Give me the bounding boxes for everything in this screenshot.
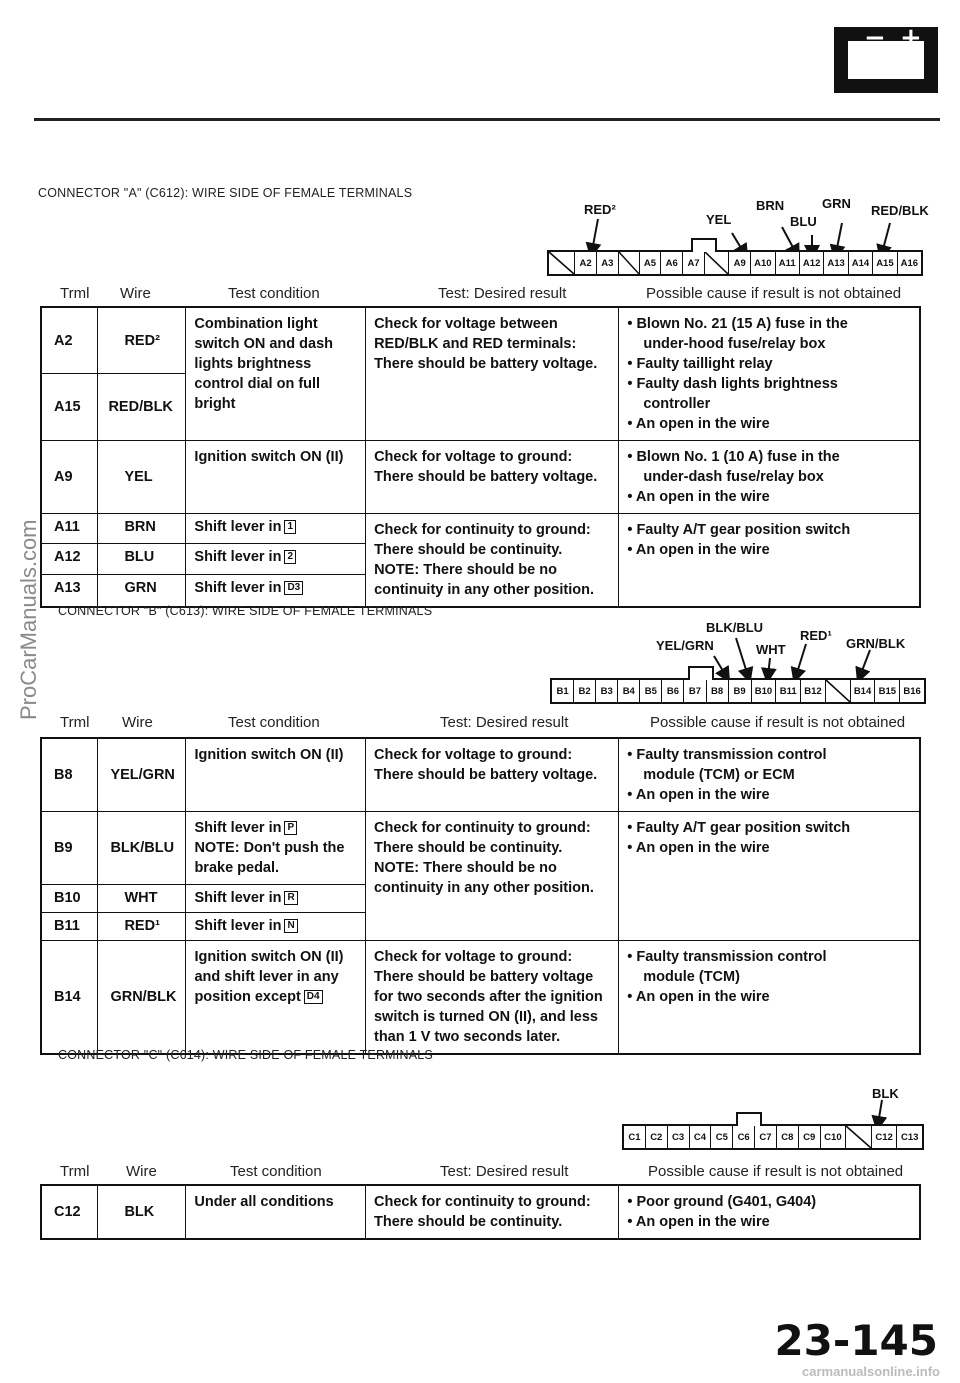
- cause-line: • Faulty A/T gear position switch: [627, 820, 851, 836]
- pin: C9: [799, 1126, 821, 1148]
- condition-text: Shift lever in: [194, 549, 282, 566]
- pin: A12: [800, 252, 824, 274]
- cause-cell: [619, 1185, 920, 1239]
- pin: B1: [552, 680, 574, 702]
- table-row: [41, 1185, 920, 1239]
- cause-cell: [619, 514, 920, 608]
- result-line: NOTE: There should be no: [374, 562, 557, 578]
- pin: A5: [640, 252, 662, 274]
- trml-cell: B11: [41, 913, 98, 941]
- trml-cell: A9: [41, 441, 98, 514]
- table-row: [41, 941, 920, 1055]
- wire-cell: YEL/GRN: [98, 738, 186, 812]
- wire-cell: RED/BLK: [98, 374, 186, 441]
- wire-cell: BRN: [98, 514, 186, 544]
- condition-line: bright: [194, 396, 236, 412]
- condition-cell: [186, 307, 366, 441]
- cause-line: module (TCM) or ECM: [643, 767, 795, 783]
- pin-blank: [549, 252, 575, 274]
- pin: B3: [596, 680, 618, 702]
- pin: B12: [801, 680, 826, 702]
- result-line: switch is turned ON (II), and less: [373, 1009, 598, 1025]
- header-rule: [34, 118, 940, 121]
- result-line: There should be battery voltage.: [374, 469, 598, 485]
- pin: C7: [755, 1126, 777, 1148]
- cause-line: • An open in the wire: [627, 542, 770, 558]
- wire-label: RED¹: [800, 628, 832, 643]
- condition-line: lights brightness: [194, 356, 312, 372]
- pin: C3: [668, 1126, 690, 1148]
- trml-cell: A13: [41, 574, 98, 607]
- connector-b-face: [550, 678, 926, 704]
- result-line: continuity in any other position.: [373, 880, 594, 896]
- result-cell: [365, 812, 618, 941]
- wire-label: BRN: [756, 198, 785, 213]
- condition-cell: [186, 941, 366, 1055]
- pin: B11: [776, 680, 801, 702]
- header-test-condition: Test condition: [230, 1163, 322, 1180]
- pin: B9: [729, 680, 752, 702]
- pin: A13: [824, 252, 848, 274]
- wire-label: RED²: [584, 202, 616, 217]
- connector-c-table: [40, 1184, 921, 1240]
- result-line: NOTE: There should be no: [373, 860, 557, 876]
- cause-line: • An open in the wire: [627, 1214, 770, 1230]
- gear-position-icon: R: [284, 891, 297, 905]
- condition-cell: [186, 738, 366, 812]
- condition-line: [194, 987, 357, 1007]
- wire-cell: RED²: [98, 307, 186, 374]
- pin: A15: [873, 252, 897, 274]
- result-line: than 1 V two seconds later.: [373, 1029, 561, 1045]
- condition-cell: [186, 913, 366, 941]
- header-test-condition: Test condition: [228, 285, 320, 302]
- connector-key: [688, 666, 714, 680]
- pin: B14: [851, 680, 876, 702]
- header-possible-cause: Possible cause if result is not obtained: [648, 1163, 904, 1180]
- cause-line: • Blown No. 21 (15 A) fuse in the: [627, 316, 848, 332]
- wire-cell: WHT: [98, 885, 186, 913]
- condition-line: Ignition switch ON (II): [194, 949, 344, 965]
- condition-text: Shift lever in: [194, 579, 282, 596]
- pin: C2: [646, 1126, 668, 1148]
- table-row: [41, 514, 920, 544]
- result-line: There should be continuity.: [373, 840, 563, 856]
- table-row: [41, 812, 920, 885]
- result-cell: [365, 738, 618, 812]
- condition-cell: [186, 574, 366, 607]
- condition-cell: [186, 1185, 366, 1239]
- header-wire: Wire: [122, 714, 153, 731]
- cause-line: • Faulty transmission control: [627, 949, 827, 965]
- condition-text: Shift lever in: [194, 519, 282, 535]
- wire-label: GRN: [822, 196, 851, 211]
- result-line: Check for voltage to ground:: [374, 449, 573, 465]
- cause-line: controller: [643, 396, 711, 412]
- condition-line: brake pedal.: [194, 860, 280, 876]
- condition-cell: [186, 812, 366, 885]
- wire-label: WHT: [756, 642, 786, 657]
- wire-cell: BLU: [98, 544, 186, 574]
- wire-label: RED/BLK: [871, 203, 929, 218]
- table-row: [41, 441, 920, 514]
- connector-c-title: CONNECTOR "C" (C614): WIRE SIDE OF FEMALE TERMINALS: [58, 1048, 433, 1062]
- cause-line: • An open in the wire: [627, 416, 770, 432]
- gear-position-icon: D3: [284, 581, 303, 595]
- battery-minus: −: [864, 23, 886, 53]
- wire-label: YEL/GRN: [656, 638, 714, 653]
- result-line: Check for voltage between: [374, 316, 558, 332]
- table-row: [41, 738, 920, 812]
- cause-line: • Faulty transmission control: [627, 747, 827, 763]
- wire-label: BLK/BLU: [706, 620, 764, 635]
- header-trml: Trml: [60, 285, 90, 302]
- condition-line: [194, 818, 357, 838]
- pin-blank: [826, 680, 851, 702]
- result-line: Check for voltage to ground:: [373, 949, 573, 965]
- pin: C5: [711, 1126, 733, 1148]
- wire-cell: BLK/BLU: [98, 812, 186, 885]
- header-trml: Trml: [60, 1163, 90, 1180]
- pin: A16: [900, 257, 919, 269]
- result-line: Check for continuity to ground:: [374, 522, 591, 538]
- connector-key: [691, 238, 717, 252]
- trml-cell: A11: [41, 514, 98, 544]
- pin: B15: [875, 680, 900, 702]
- pin: C13: [900, 1131, 919, 1143]
- result-line: There should be continuity.: [374, 542, 563, 558]
- header-wire: Wire: [126, 1163, 157, 1180]
- pin: C1: [624, 1126, 646, 1148]
- pin: A6: [661, 252, 683, 274]
- trml-cell: B14: [41, 941, 98, 1055]
- condition-line: Combination light: [194, 316, 318, 332]
- trml-cell: B10: [41, 885, 98, 913]
- battery-icon: [834, 23, 938, 93]
- result-cell: [366, 1185, 619, 1239]
- condition-text: position except: [194, 989, 301, 1005]
- pin-blank: [705, 252, 729, 274]
- result-line: Check for continuity to ground:: [374, 1194, 591, 1210]
- pin: A3: [597, 252, 619, 274]
- connector-c-face: [622, 1124, 924, 1150]
- pin: C12: [872, 1126, 898, 1148]
- cause-line: • Faulty dash lights brightness: [627, 376, 838, 392]
- header-possible-cause: Possible cause if result is not obtained: [646, 285, 902, 302]
- header-desired-result: Test: Desired result: [440, 714, 569, 731]
- connector-b-arrows: [560, 634, 940, 684]
- result-cell: [366, 307, 619, 441]
- wire-label: GRN/BLK: [846, 636, 906, 651]
- pin: C4: [690, 1126, 712, 1148]
- pin: B5: [640, 680, 662, 702]
- pin-blank: [846, 1126, 872, 1148]
- wire-cell: GRN: [98, 574, 186, 607]
- page-number: 23-145: [774, 1316, 938, 1365]
- gear-position-icon: D4: [304, 990, 323, 1004]
- condition-line: and shift lever in any: [194, 969, 339, 985]
- condition-cell: [186, 514, 366, 544]
- wire-label: BLK: [872, 1086, 899, 1101]
- result-cell: [366, 441, 619, 514]
- gear-position-icon: 2: [284, 550, 296, 564]
- result-line: There should be continuity.: [374, 1214, 563, 1230]
- cause-cell: [619, 738, 920, 812]
- cause-line: • An open in the wire: [627, 840, 770, 856]
- pin: A11: [776, 252, 800, 274]
- pin: B6: [662, 680, 684, 702]
- wire-label: YEL: [706, 212, 732, 227]
- pin: B10: [752, 680, 777, 702]
- condition-text: Shift lever in: [194, 820, 282, 836]
- condition-line: switch ON and dash: [194, 336, 334, 352]
- result-line: RED/BLK and RED terminals:: [374, 336, 577, 352]
- cause-cell: [619, 441, 920, 514]
- header-desired-result: Test: Desired result: [440, 1163, 569, 1180]
- wire-label: BLU: [790, 214, 817, 229]
- connector-b-table: [40, 737, 921, 1055]
- cause-line: module (TCM): [643, 969, 740, 985]
- header-possible-cause: Possible cause if result is not obtained: [650, 714, 906, 731]
- condition-cell: [186, 885, 366, 913]
- wire-cell: RED¹: [98, 913, 186, 941]
- cause-line: • Blown No. 1 (10 A) fuse in the: [627, 449, 840, 465]
- header-desired-result: Test: Desired result: [438, 285, 567, 302]
- pin: B2: [574, 680, 596, 702]
- cause-line: under-dash fuse/relay box: [643, 469, 824, 485]
- cause-cell: [619, 941, 920, 1055]
- condition-text: Shift lever in: [194, 918, 282, 934]
- cause-line: • Faulty taillight relay: [627, 356, 773, 372]
- result-line: There should be battery voltage: [373, 969, 594, 985]
- pin: C10: [821, 1126, 847, 1148]
- result-line: Check for voltage to ground:: [373, 747, 573, 763]
- trml-cell: A2: [41, 307, 98, 374]
- cause-line: • An open in the wire: [627, 787, 770, 803]
- header-trml: Trml: [60, 714, 90, 731]
- pin: A9: [729, 252, 751, 274]
- pin: B8: [707, 680, 729, 702]
- gear-position-icon: 1: [284, 520, 296, 534]
- battery-plus: +: [900, 23, 922, 53]
- connector-b-title: CONNECTOR "B" (C613): WIRE SIDE OF FEMALE TERMINALS: [58, 604, 433, 618]
- pin: B7: [684, 680, 706, 702]
- wire-cell: GRN/BLK: [98, 941, 186, 1055]
- wire-cell: YEL: [98, 441, 186, 514]
- trml-cell: A12: [41, 544, 98, 574]
- cause-line: • Poor ground (G401, G404): [627, 1194, 817, 1210]
- header-test-condition: Test condition: [228, 714, 320, 731]
- pin: B4: [618, 680, 640, 702]
- connector-key: [736, 1112, 762, 1126]
- pin: A7: [683, 252, 705, 274]
- watermark-text: ProCarManuals.com: [16, 519, 41, 720]
- condition-text: Shift lever in: [194, 890, 282, 906]
- gear-position-icon: P: [284, 821, 297, 835]
- connector-a-face: [547, 250, 923, 276]
- cause-line: • An open in the wire: [627, 489, 770, 505]
- pin: C6: [733, 1126, 755, 1148]
- trml-cell: B8: [41, 738, 98, 812]
- result-line: There should be battery voltage.: [374, 356, 598, 372]
- pin: A10: [751, 252, 775, 274]
- trml-cell: C12: [41, 1185, 98, 1239]
- result-line: continuity in any other position.: [374, 582, 594, 598]
- cause-line: • An open in the wire: [627, 989, 770, 1005]
- condition-line: Under all conditions: [194, 1194, 334, 1210]
- result-line: Check for continuity to ground:: [373, 820, 591, 836]
- condition-line: Ignition switch ON (II): [194, 449, 344, 465]
- table-row: [41, 307, 920, 374]
- header-wire: Wire: [120, 285, 151, 302]
- condition-line: Ignition switch ON (II): [194, 747, 344, 763]
- cause-cell: [619, 812, 920, 941]
- pin: A2: [575, 252, 597, 274]
- gear-position-icon: N: [284, 919, 297, 933]
- trml-cell: A15: [41, 374, 98, 441]
- pin-blank: [619, 252, 640, 274]
- cause-line: • Faulty A/T gear position switch: [627, 522, 851, 538]
- footer-watermark: carmanualsonline.info: [802, 1364, 940, 1379]
- pin: A14: [849, 252, 873, 274]
- condition-cell: [186, 544, 366, 574]
- pin: C8: [777, 1126, 799, 1148]
- result-line: for two seconds after the ignition: [373, 989, 603, 1005]
- result-cell: [365, 941, 618, 1055]
- cause-line: under-hood fuse/relay box: [643, 336, 826, 352]
- condition-line: NOTE: Don't push the: [194, 840, 345, 856]
- condition-cell: [186, 441, 366, 514]
- cause-cell: [619, 307, 920, 441]
- result-cell: [366, 514, 619, 608]
- condition-line: control dial on full: [194, 376, 321, 392]
- result-line: There should be battery voltage.: [373, 767, 598, 783]
- connector-a-title: CONNECTOR "A" (C612): WIRE SIDE OF FEMALE TERMINALS: [38, 186, 413, 200]
- connector-a-table: [40, 306, 921, 608]
- wire-cell: BLK: [98, 1185, 186, 1239]
- pin: B16: [903, 685, 921, 697]
- trml-cell: B9: [41, 812, 98, 885]
